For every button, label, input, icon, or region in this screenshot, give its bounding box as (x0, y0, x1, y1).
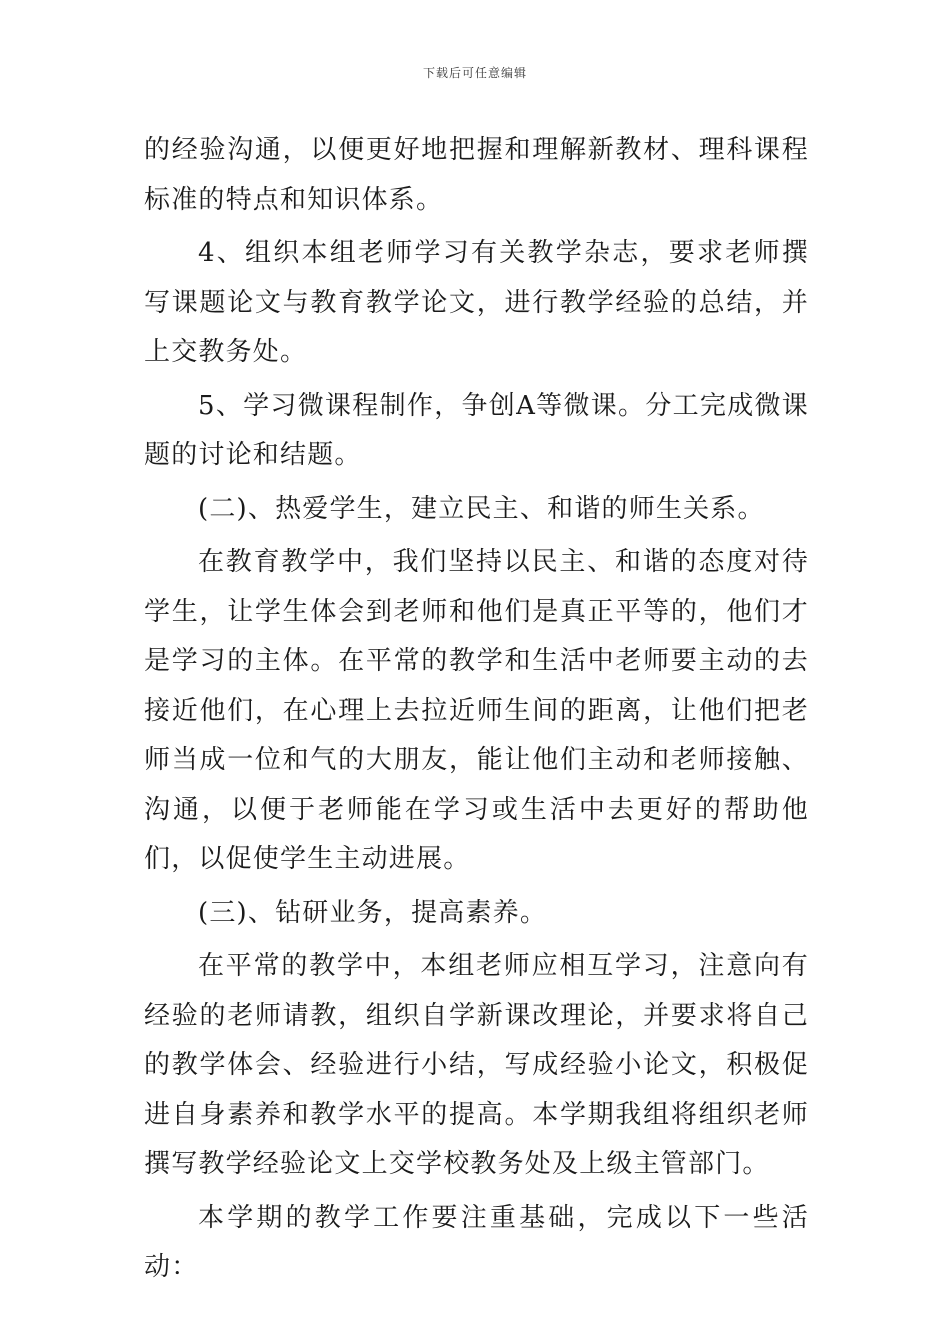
paragraph-student-relations: 在教育教学中，我们坚持以民主、和谐的态度对待学生，让学生体会到老师和他们是真正平等的，他们才是学习的主体。在平常的教学和生活中老师要主动的去接近他们，在心理上去拉近师生间的距离，让他们把老师当成一位和气的大朋友，能让他们主动和老师接触、沟通，以便于老师能在学习或生活中去更好的帮助他们，以促使学生主动进展。 (144, 547, 809, 874)
paragraph-professional-study: 在平常的教学中，本组老师应相互学习，注意向有经验的老师请教，组织自学新课改理论，并要求将自己的教学体会、经验进行小结，写成经验小论文，积极促进自身素养和教学水平的提高。本学期我组将组织老师撰写教学经验论文上交学校教务处及上级主管部门。 (144, 951, 809, 1179)
page-header: 下载后可任意编辑 (422, 66, 527, 80)
document-body (144, 126, 809, 1297)
paragraph-activities-intro: 本学期的教学工作要注重基础，完成以下一些活动： (144, 1202, 809, 1282)
paragraph-item-4: 4、组织本组老师学习有关教学杂志，要求老师撰写课题论文与教育教学论文，进行教学经验的总结，并上交教务处。 (144, 238, 809, 367)
paragraph-continuation: 的经验沟通，以便更好地把握和理解新教材、理科课程标准的特点和知识体系。 (144, 135, 809, 215)
section-heading-3: (三)、钻研业务，提高素养。 (198, 897, 548, 928)
section-heading-2: (二)、热爱学生，建立民主、和谐的师生关系。 (198, 493, 765, 524)
paragraph-item-5: 5、学习微课程制作，争创A等微课。分工完成微课题的讨论和结题。 (144, 390, 809, 470)
